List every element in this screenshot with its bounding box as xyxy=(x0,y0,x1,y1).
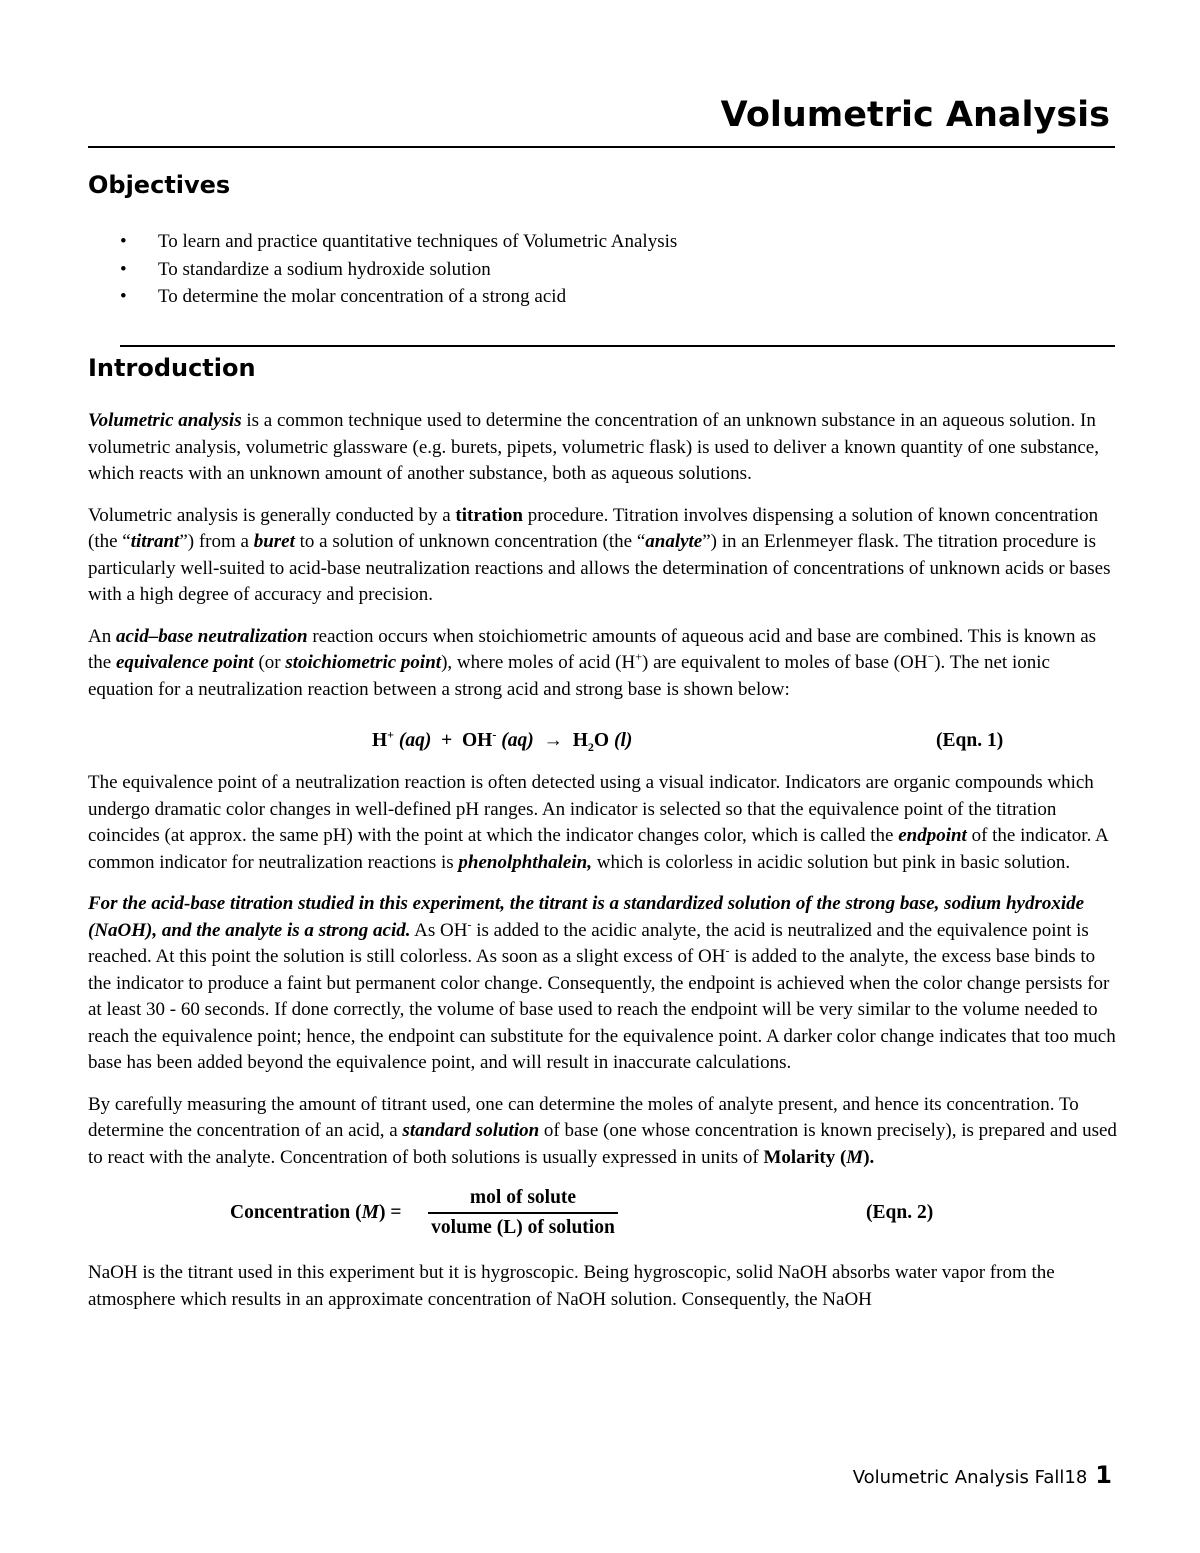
equation-2-fraction xyxy=(428,1186,618,1242)
objective-item: • To learn and practice quantitative techniques of Volumetric Analysis xyxy=(120,228,677,256)
paragraph-naoh-hygroscopic: NaOH is the titrant used in this experiment but it is hygroscopic. Being hygroscopic, solid NaOH absorbs water vapor from the atmosphere which results in an approximate concentration of NaOH solution. Consequently, the NaOH xyxy=(88,1262,1055,1310)
objectives-list xyxy=(120,228,677,311)
term-molarity: Molarity xyxy=(763,1146,836,1168)
equation-2-label: (Eqn. 2) xyxy=(866,1202,934,1223)
introduction-heading: Introduction xyxy=(88,354,256,382)
term-titration: titration xyxy=(455,504,523,526)
page-footer xyxy=(853,1462,1112,1491)
equation-1 xyxy=(88,718,1118,762)
term-titrant: titrant xyxy=(130,531,180,552)
equation-2-lhs: Concentration (M) = xyxy=(230,1202,402,1223)
term-buret: buret xyxy=(253,531,295,552)
term-volumetric-analysis: Volumetric analysis xyxy=(88,410,242,431)
term-equivalence-point: equivalence point xyxy=(115,652,254,673)
footer-label: Volumetric Analysis Fall18 xyxy=(852,1467,1088,1488)
fraction-denominator: volume (L) of solution xyxy=(431,1217,615,1238)
paragraph-titration: Volumetric analysis is generally conducted by a titration procedure. Titration involves dispensing a solution of known concentration (the “titrant”) from a buret to a solution of unknown concentration (the “analyte”) in an Erlenmeyer flask. The titration procedure is particularly well-suited to acid-base neutralization reactions and allows the determination of concentrations of unknown acids or bases with a high degree of accuracy and precision. xyxy=(88,504,1111,605)
reaction-arrow-icon: → xyxy=(543,730,563,751)
term-stoichiometric-point: stoichiometric point xyxy=(285,652,442,673)
objectives-heading: Objectives xyxy=(88,171,231,199)
term-standard-solution: standard solution xyxy=(402,1120,540,1141)
introduction-body xyxy=(88,408,1118,1328)
paragraph-standard-solution: By carefully measuring the amount of titrant used, one can determine the moles of analyte present, and hence its concentration. To determine the concentration of an acid, a standard solution of base (one whose concentration is known precisely), is prepared and used to react with the analyte. Concentration of both solutions is usually expressed in units of Molarity (M). xyxy=(88,1093,1117,1168)
section-divider xyxy=(120,345,1115,347)
paragraph-indicator: The equivalence point of a neutralization reaction is often detected using a visual indicator. Indicators are organic compounds which undergo dramatic color changes in well-defined pH ranges. An indicator is selected so that the equivalence point of the titration coincides (at approx. the same pH) with the point at which the indicator changes color, which is called the endpoint of the indicator. A common indicator for neutralization reactions is phenolphthalein, which is colorless in acidic solution but pink in basic solution. xyxy=(88,772,1108,873)
title-divider xyxy=(88,146,1115,148)
objective-item: • To determine the molar concentration of a strong acid xyxy=(120,283,677,311)
term-endpoint: endpoint xyxy=(898,825,967,846)
paragraph-volumetric-analysis: Volumetric analysis is a common technique used to determine the concentration of an unknown substance in an aqueous solution. In volumetric analysis, volumetric glassware (e.g. burets, pipets, volumetric flask) is used to deliver a known quantity of one substance, which reacts with an unknown amount of another substance, both as aqueous solutions. xyxy=(88,410,1099,484)
paragraph-experiment-titration: For the acid-base titration studied in this experiment, the titrant is a standardized solution of the strong base, sodium hydroxide (NaOH), and the analyte is a strong acid. As OH- is added to the acidic analyte, the acid is neutralized and the equivalence point is reached. At this point the solution is still colorless. As soon as a slight excess of OH- is added to the analyte, the excess base binds to the indicator to produce a faint but permanent color change. Consequently, the endpoint is achieved when the color change persists for at least 30 - 60 seconds. If done correctly, the volume of base used to reach the endpoint will be very similar to the volume needed to reach the equivalence point; hence, the endpoint can substitute for the equivalence point. A darker color change indicates that too much base has been added beyond the equivalence point, and will result in inaccurate calculations. xyxy=(88,893,1116,1073)
objective-item: • To standardize a sodium hydroxide solution xyxy=(120,256,677,284)
equation-2 xyxy=(88,1186,1118,1244)
fraction-numerator: mol of solute xyxy=(428,1186,618,1214)
paragraph-neutralization: An acid–base neutralization reaction occurs when stoichiometric amounts of aqueous acid and base are combined. This is known as the equivalence point (or stoichiometric point), where moles of acid (H+) are equivalent to moles of base (OH−). The net ionic equation for a neutralization reaction between a strong acid and strong base is shown below: xyxy=(88,625,1097,700)
term-phenolphthalein: phenolphthalein, xyxy=(458,851,592,873)
page-number: 1 xyxy=(1095,1461,1112,1489)
term-analyte: analyte xyxy=(645,531,703,552)
document-title: Volumetric Analysis xyxy=(720,95,1110,135)
term-acid-base-neutralization: acid–base neutralization xyxy=(115,625,308,647)
experiment-statement: For the acid-base titration studied in this experiment, the titrant is a standardized solution of the strong base, sodium hydroxide (NaOH), and the analyte is a strong acid. xyxy=(88,893,1085,941)
equation-1-label: (Eqn. 1) xyxy=(936,730,1004,751)
equation-1-expression: H+ (aq) + OH- $(aq) \to H_2O$ (l) xyxy=(372,727,633,754)
